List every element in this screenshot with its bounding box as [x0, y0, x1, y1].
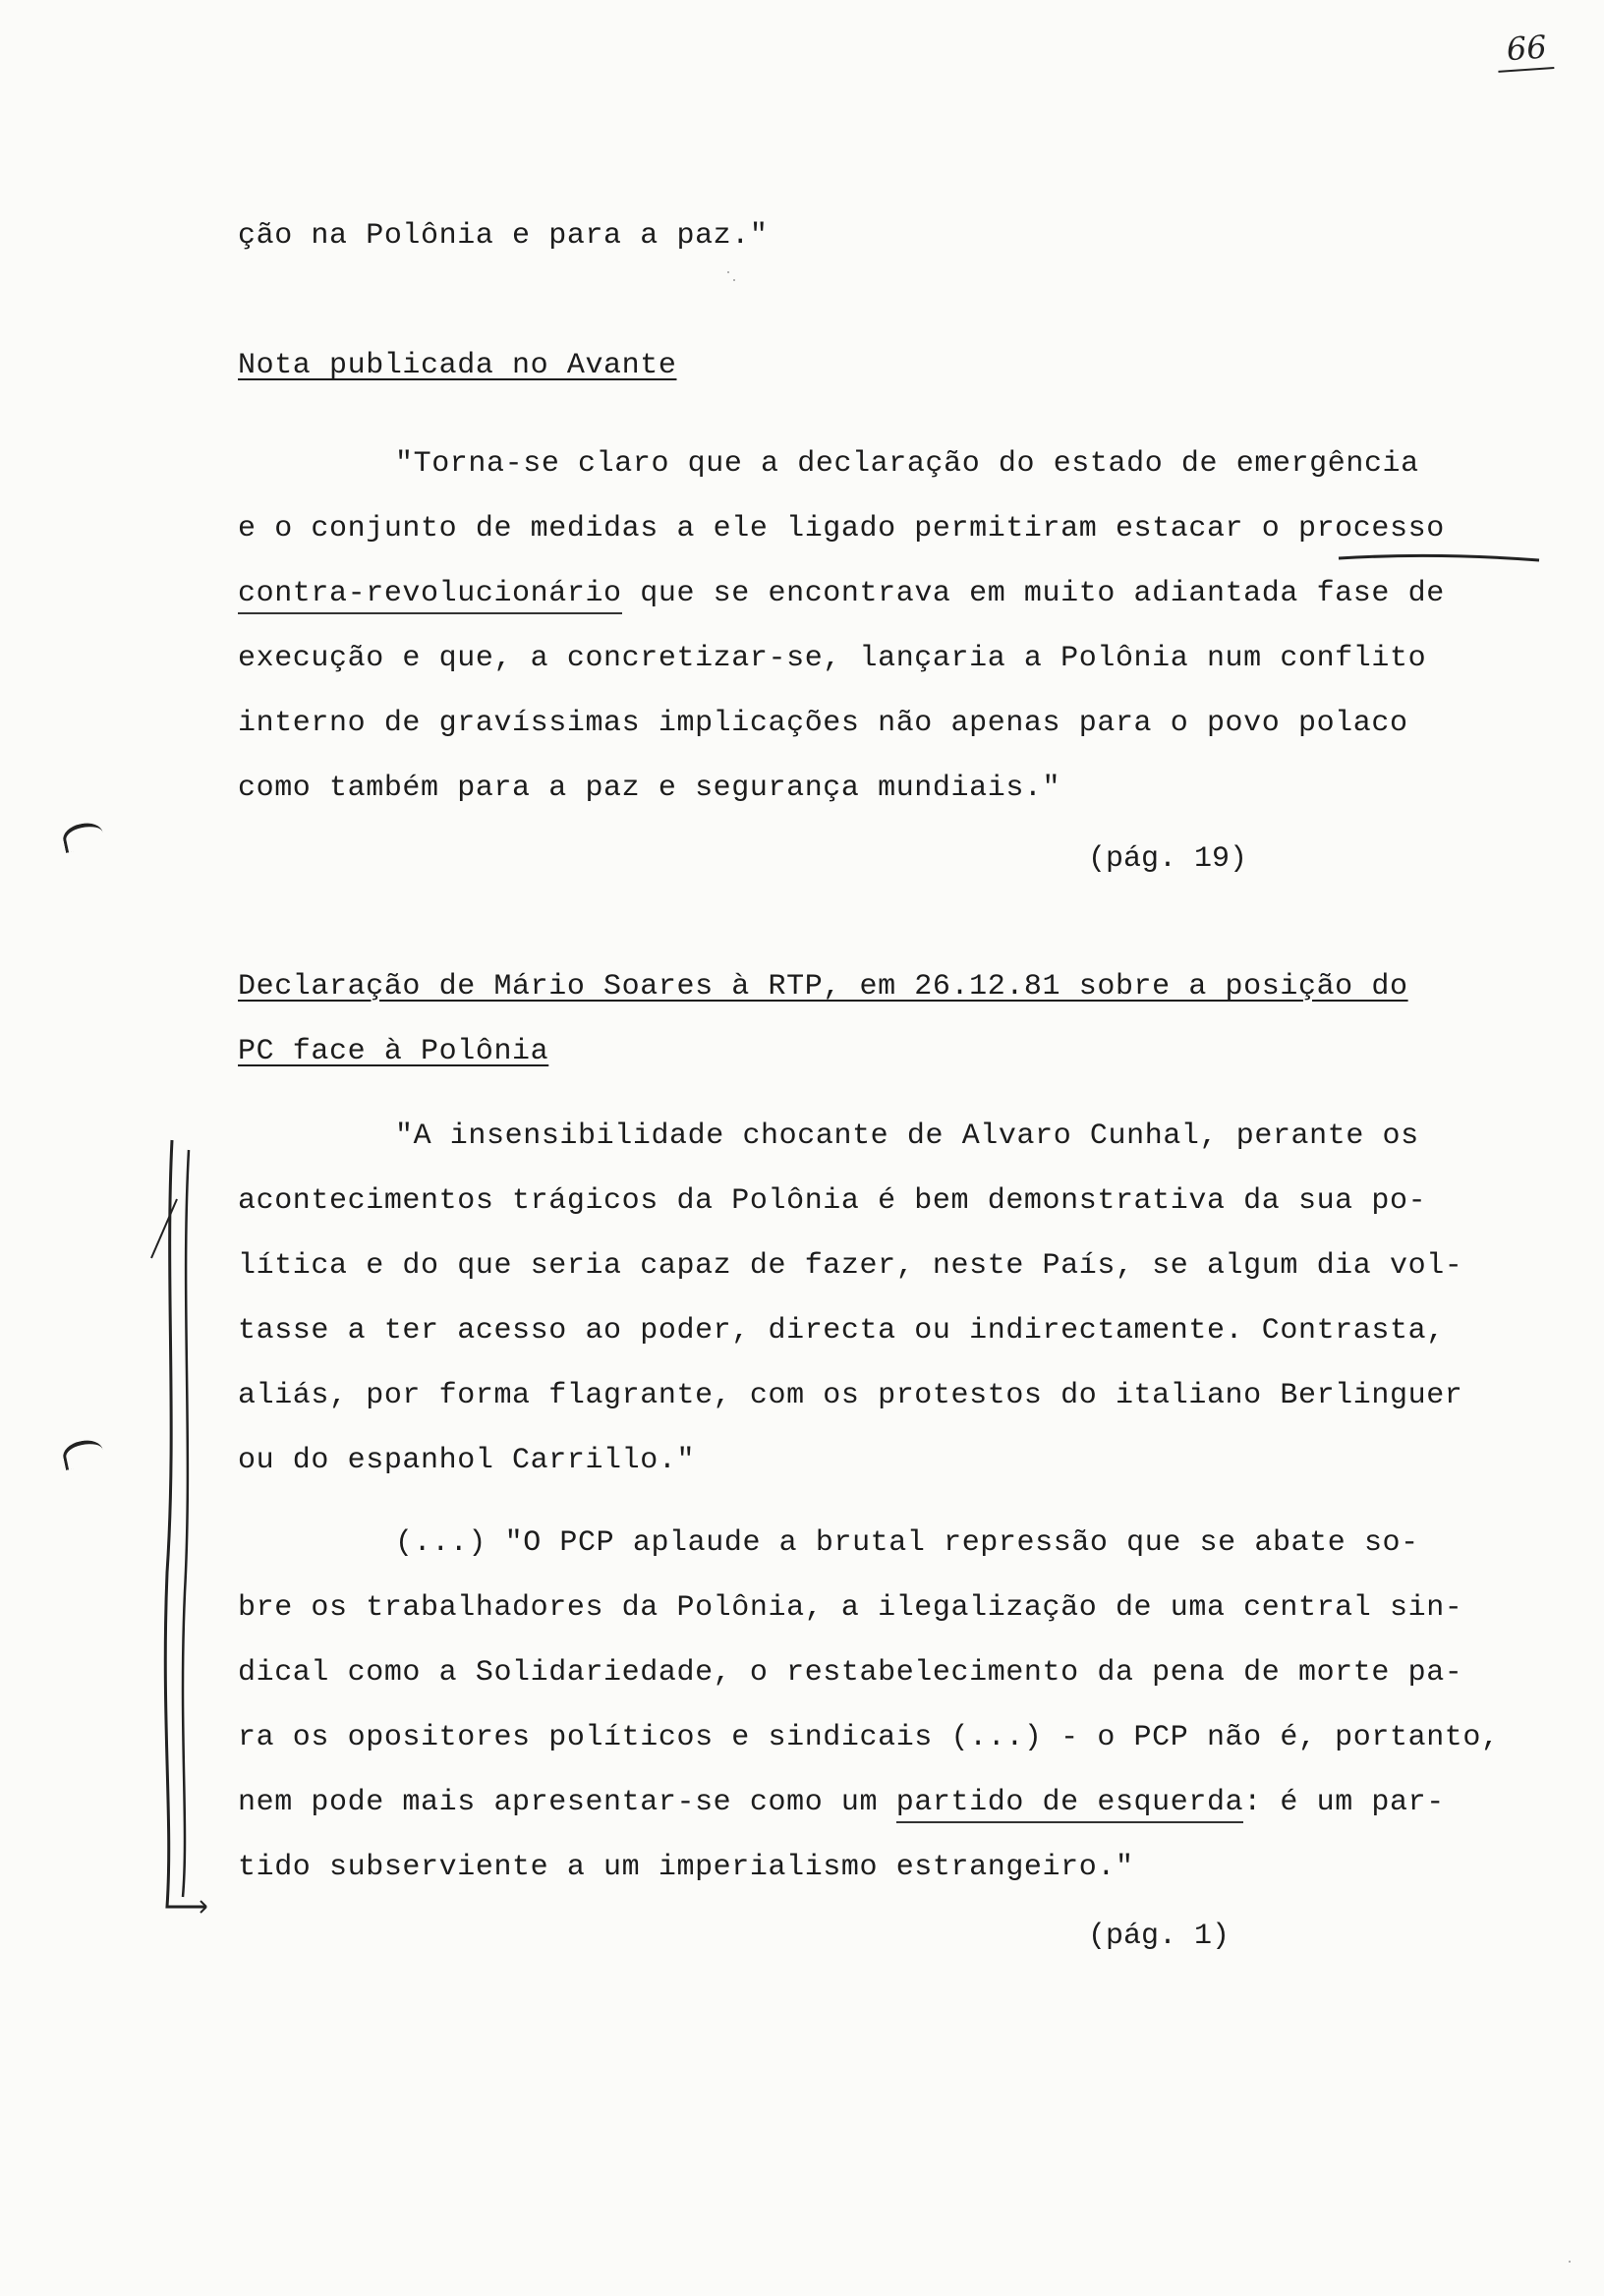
scan-speck: [733, 279, 735, 281]
text-line: aliás, por forma flagrante, com os protestos do italiano Berlinguer: [238, 1379, 1463, 1412]
text-line: tido subserviente a um imperialismo estrangeiro.": [238, 1851, 1134, 1884]
text-line: ção na Polônia e para a paz.": [238, 219, 769, 253]
text-line: tasse a ter acesso ao poder, directa ou indirectamente. Contrasta,: [238, 1314, 1445, 1348]
margin-bracket: [138, 1130, 226, 1926]
underlined-phrase: o processo: [1261, 512, 1445, 545]
text-line: "A insensibilidade chocante de Alvaro Cunhal, perante os: [395, 1119, 1419, 1153]
page-number: 66: [1496, 28, 1555, 73]
text-line: [238, 1783, 1445, 1822]
handwritten-underline: [1337, 550, 1543, 566]
text-line: lítica e do que seria capaz de fazer, neste País, se algum dia vol-: [238, 1249, 1463, 1283]
text-line: [238, 509, 1445, 548]
underlined-phrase: partido de esquerda: [896, 1786, 1243, 1823]
text-line: acontecimentos trágicos da Polônia é bem demonstrativa da sua po-: [238, 1184, 1427, 1218]
margin-mark: [61, 820, 106, 853]
section-heading-soares-cont: PC face à Polônia: [238, 1035, 549, 1068]
text-segment: : é um par-: [1243, 1786, 1445, 1819]
text-line: bre os trabalhadores da Polônia, a ilegalização de uma central sin-: [238, 1591, 1463, 1625]
section-heading-avante: Nota publicada no Avante: [238, 349, 677, 382]
text-line: dical como a Solidariedade, o restabelecimento da pena de morte pa-: [238, 1656, 1463, 1690]
margin-mark: [61, 1437, 106, 1470]
page-reference: (pág. 19): [1088, 842, 1248, 876]
text-segment: e o conjunto de medidas a ele ligado permitiram estacar: [238, 512, 1262, 545]
text-segment: que se encontrava em muito adiantada fase de: [621, 577, 1445, 610]
text-line: (...) "O PCP aplaude a brutal repressão que se abate so-: [395, 1526, 1419, 1560]
text-line: "Torna-se claro que a declaração do estado de emergência: [395, 447, 1419, 481]
text-line: interno de gravíssimas implicações não apenas para o povo polaco: [238, 707, 1408, 740]
text-line: como também para a paz e segurança mundiais.": [238, 772, 1061, 805]
page-reference: (pág. 1): [1088, 1920, 1231, 1953]
section-heading-soares: Declaração de Mário Soares à RTP, em 26.12.81 sobre a posição do: [238, 970, 1408, 1004]
text-line: [238, 574, 1445, 613]
scan-speck: [1569, 2261, 1571, 2263]
text-line: ra os opositores políticos e sindicais (...) - o PCP não é, portanto,: [238, 1721, 1500, 1754]
text-line: ou do espanhol Carrillo.": [238, 1444, 696, 1477]
text-segment: nem pode mais apresentar-se como um: [238, 1786, 896, 1819]
text-line: execução e que, a concretizar-se, lançaria a Polônia num conflito: [238, 642, 1427, 675]
underlined-phrase: contra-revolucionário: [238, 577, 622, 614]
scan-speck: [727, 271, 729, 273]
